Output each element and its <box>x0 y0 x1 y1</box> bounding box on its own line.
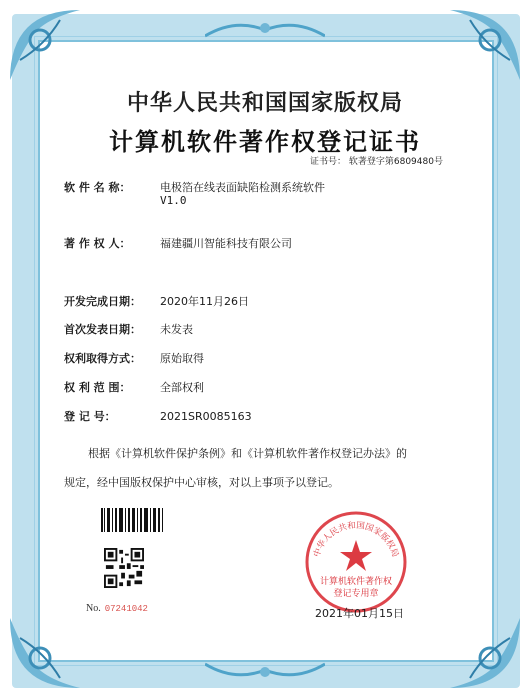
field-value: 2020年11月26日 <box>160 295 249 308</box>
field-value: 原始取得 <box>160 352 204 365</box>
corner-ornament-icon <box>440 0 530 90</box>
issue-date: 2021年01月15日 <box>315 607 404 620</box>
field-copyright-owner <box>64 235 292 251</box>
field-label: 权利取得方式： <box>64 352 141 365</box>
bottom-ornament-icon <box>205 662 325 682</box>
serial-number <box>86 603 148 614</box>
software-version: V1.0 <box>160 194 187 207</box>
field-label: 开发完成日期： <box>64 295 141 308</box>
field-label: 登 记 号： <box>64 410 116 423</box>
qr-code-icon <box>104 548 144 588</box>
field-label: 首次发表日期： <box>64 323 141 336</box>
corner-ornament-icon <box>0 608 90 698</box>
barcode-icon <box>100 508 164 532</box>
statement-line-1: 根据《计算机软件保护条例》和《计算机软件著作权登记办法》的 <box>88 447 407 460</box>
corner-ornament-icon <box>440 608 530 698</box>
field-value: 电极箔在线表面缺陷检测系统软件 <box>160 181 325 194</box>
certificate-title: 计算机软件著作权登记证书 <box>109 128 421 156</box>
issuer-title: 中华人民共和国国家版权局 <box>126 90 403 116</box>
serial-prefix: No. <box>86 603 101 614</box>
field-value: 福建疆川智能科技有限公司 <box>160 237 292 250</box>
field-completion-date <box>64 293 249 309</box>
field-registration-number <box>64 408 252 424</box>
field-value: 全部权利 <box>160 381 204 394</box>
field-value: 2021SR0085163 <box>160 410 252 423</box>
field-acquisition-method <box>64 350 204 366</box>
field-software-name <box>64 179 325 195</box>
seal-outer-text: 中华人民共和国国家版权局 <box>312 520 400 559</box>
seal-inner-line-2: 登记专用章 <box>333 589 379 599</box>
seal-inner-line-1: 计算机软件著作权 <box>319 577 393 587</box>
field-value: 未发表 <box>160 323 193 336</box>
field-label: 著 作 权 人： <box>64 237 131 250</box>
field-rights-scope <box>64 379 204 395</box>
field-first-publish-date <box>64 321 193 337</box>
serial-value: 07241042 <box>104 604 148 614</box>
field-label: 权 利 范 围： <box>64 381 131 394</box>
statement-line-2: 规定，经中国版权保护中心审核，对以上事项予以登记。 <box>64 476 339 489</box>
corner-ornament-icon <box>0 0 90 90</box>
certificate-number: 证书号： 软著登字第6809480号 <box>310 157 443 167</box>
field-label: 软 件 名 称： <box>64 181 131 194</box>
official-seal-icon <box>304 510 408 614</box>
top-ornament-icon <box>205 18 325 38</box>
